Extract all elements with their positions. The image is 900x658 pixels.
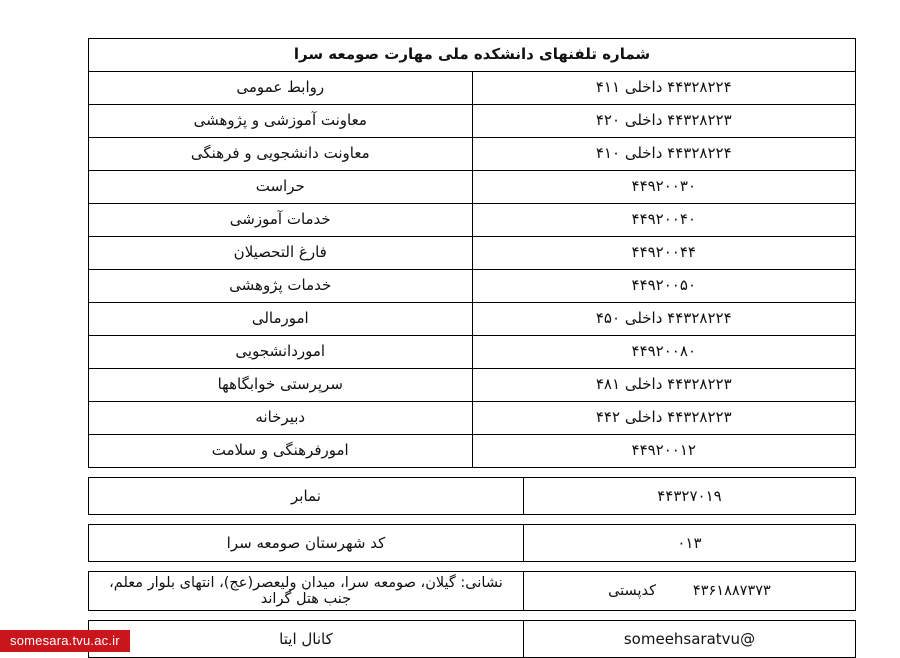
- table-row: [89, 270, 856, 303]
- department-name: اموردانشجویی: [89, 336, 473, 369]
- fax-number: ۴۴۳۲۷۰۱۹: [523, 478, 855, 515]
- site-url: somesara.tvu.ac.ir: [10, 633, 120, 648]
- phone-directory-table: [88, 38, 856, 468]
- phone-number: ۴۴۹۲۰۰۵۰: [472, 270, 856, 303]
- table-row: [89, 138, 856, 171]
- phone-number: ۴۴۳۲۸۲۲۳ داخلی ۴۸۱: [472, 369, 856, 402]
- phone-number: ۴۴۳۲۸۲۲۴ داخلی ۴۵۰: [472, 303, 856, 336]
- postal-code-cell: [523, 572, 855, 611]
- phone-number: ۴۴۹۲۰۰۸۰: [472, 336, 856, 369]
- phone-number: ۴۴۹۲۰۰۱۲: [472, 435, 856, 468]
- city-code-block: [88, 524, 856, 562]
- postal-code-label: کدپستی: [608, 583, 657, 599]
- department-name: معاونت دانشجویی و فرهنگی: [89, 138, 473, 171]
- city-code-row: [89, 525, 856, 562]
- department-name: حراست: [89, 171, 473, 204]
- phone-number: ۴۴۳۲۸۲۲۳ داخلی ۴۴۲: [472, 402, 856, 435]
- table-row: [89, 336, 856, 369]
- table-title-row: [89, 39, 856, 72]
- table-row: [89, 105, 856, 138]
- phone-number: ۴۴۳۲۸۲۲۴ داخلی ۴۱۱: [472, 72, 856, 105]
- city-code-label: کد شهرستان صومعه سرا: [89, 525, 524, 562]
- table-row: [89, 303, 856, 336]
- phone-number: ۴۴۹۲۰۰۴۰: [472, 204, 856, 237]
- phone-directory-sheet: [88, 38, 856, 658]
- department-name: روابط عمومی: [89, 72, 473, 105]
- channel-block: [88, 620, 856, 658]
- table-row: [89, 72, 856, 105]
- table-row: [89, 369, 856, 402]
- department-name: خدمات آموزشی: [89, 204, 473, 237]
- table-row: [89, 435, 856, 468]
- phone-number: ۴۴۹۲۰۰۴۴: [472, 237, 856, 270]
- department-name: دبیرخانه: [89, 402, 473, 435]
- channel-label: کانال ایتا: [89, 621, 524, 658]
- address-block: [88, 571, 856, 611]
- table-row: [89, 402, 856, 435]
- fax-row: [89, 478, 856, 515]
- department-name: امورمالی: [89, 303, 473, 336]
- department-name: خدمات پژوهشی: [89, 270, 473, 303]
- table-row: [89, 204, 856, 237]
- channel-handle: @someehsaratvu: [523, 621, 855, 658]
- department-name: امورفرهنگی و سلامت: [89, 435, 473, 468]
- table-row: [89, 171, 856, 204]
- phone-number: ۴۴۹۲۰۰۳۰: [472, 171, 856, 204]
- address-row: [89, 572, 856, 611]
- city-code-value: ۰۱۳: [523, 525, 855, 562]
- phone-number: ۴۴۳۲۸۲۲۳ داخلی ۴۲۰: [472, 105, 856, 138]
- department-name: سرپرستی خوابگاهها: [89, 369, 473, 402]
- department-name: فارغ التحصیلان: [89, 237, 473, 270]
- site-watermark: [0, 630, 130, 652]
- phone-number: ۴۴۳۲۸۲۲۴ داخلی ۴۱۰: [472, 138, 856, 171]
- page-title: شماره تلفنهای دانشکده ملی مهارت صومعه سرا: [89, 39, 856, 72]
- fax-label: نمابر: [89, 478, 524, 515]
- fax-block: [88, 477, 856, 515]
- department-name: معاونت آموزشی و پژوهشی: [89, 105, 473, 138]
- table-row: [89, 237, 856, 270]
- address-text: نشانی: گیلان، صومعه سرا، میدان ولیعصر(عج)، انتهای بلوار معلم، جنب هتل گراند: [89, 572, 524, 611]
- postal-code-value: ۴۳۶۱۸۸۷۳۷۳: [692, 583, 771, 599]
